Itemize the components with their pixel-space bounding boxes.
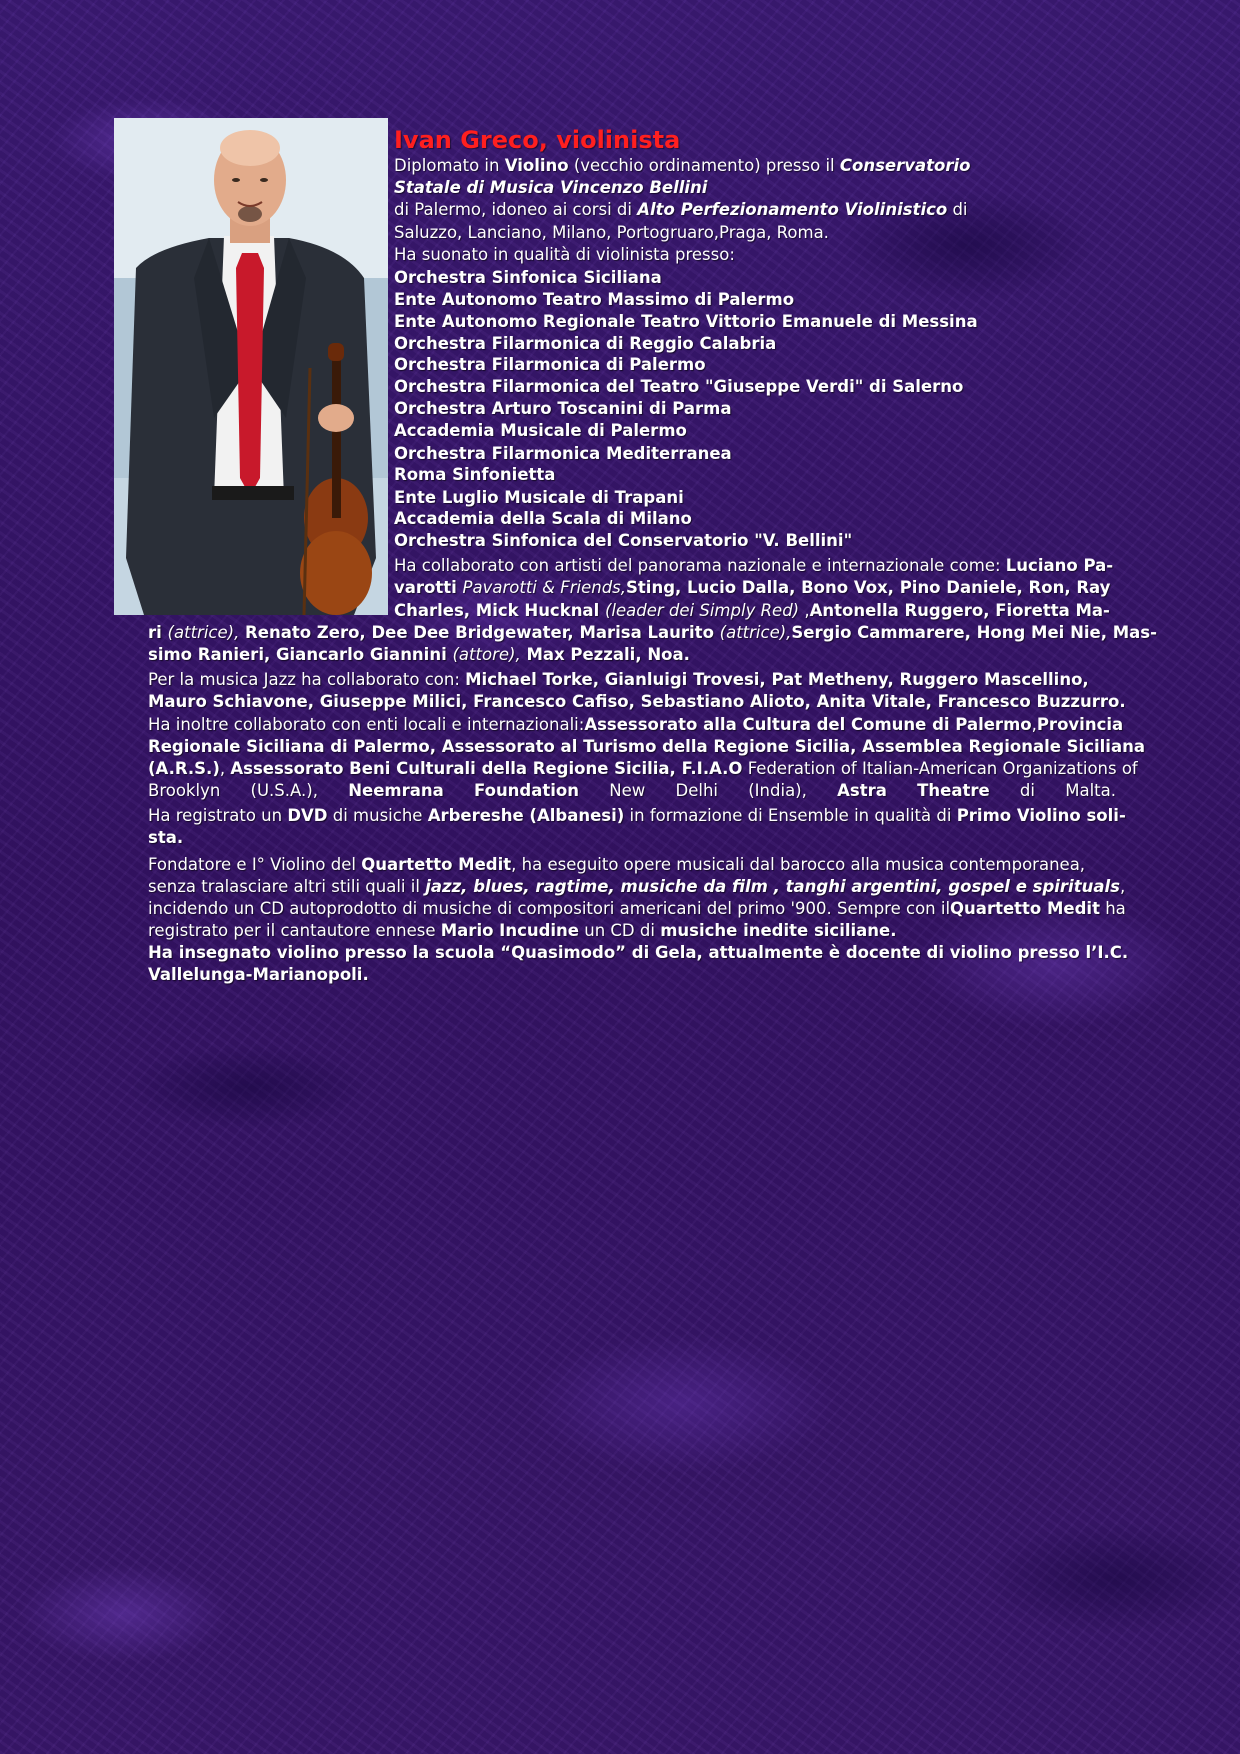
jazz-line-2: Mauro Schiavone, Giuseppe Milici, Francesco Cafiso, Sebastiano Alioto, Anita Vitale, Francesco Buzzurro. [148, 692, 1126, 711]
quartet-line-5: Ha insegnato violino presso la scuola “Quasimodo” di Gela, attualmente è docente di violino presso l’I.C. [148, 943, 1129, 962]
collab-line-4: ri (attrice), Renato Zero, Dee Dee Bridgewater, Marisa Laurito (attrice),Sergio Cammarere, Hong Mei Nie, Mas- [148, 623, 1157, 642]
quartet-line-4: registrato per il cantautore ennese Mario Incudine un CD di musiche inedite siciliane. [148, 921, 897, 940]
dvd-line-1: Ha registrato un DVD di musiche Arbereshe (Albanesi) in formazione di Ensemble in qualità di Primo Violino soli- [148, 806, 1126, 825]
orchestra-item: Orchestra Filarmonica Mediterranea [394, 444, 732, 463]
quartet-line-3: incidendo un CD autoprodotto di musiche di compositori americani del primo '900. Sempre con ilQuartetto Medit ha [148, 899, 1126, 918]
intro-line-5: Ha suonato in qualità di violinista presso: [394, 245, 735, 264]
orchestra-item: Orchestra Arturo Toscanini di Parma [394, 399, 732, 418]
jazz-line-1: Per la musica Jazz ha collaborato con: Michael Torke, Gianluigi Trovesi, Pat Metheny, Ruggero Mascellino, [148, 670, 1089, 689]
intro-line-3: di Palermo, idoneo ai corsi di Alto Perfezionamento Violinistico di [394, 200, 968, 219]
collab-line-1: Ha collaborato con artisti del panorama nazionale e internazionale come: Luciano Pa- [394, 556, 1114, 575]
orchestra-item: Ente Autonomo Teatro Massimo di Palermo [394, 290, 795, 309]
dvd-line-2: sta. [148, 828, 184, 847]
quartet-line-2: senza tralasciare altri stili quali il jazz, blues, ragtime, musiche da film , tanghi argentini, gospel e spirituals, [148, 877, 1126, 896]
orchestra-item: Orchestra Filarmonica di Palermo [394, 355, 706, 374]
orchestra-item: Orchestra Filarmonica del Teatro "Giuseppe Verdi" di Salerno [394, 377, 964, 396]
page-title: Ivan Greco, violinista [394, 126, 681, 154]
collab-line-2: varotti Pavarotti & Friends,Sting, Lucio Dalla, Bono Vox, Pino Daniele, Ron, Ray [394, 578, 1111, 597]
orchestra-item: Accademia Musicale di Palermo [394, 421, 687, 440]
quartet-line-1: Fondatore e I° Violino del Quartetto Medit, ha eseguito opere musicali dal barocco alla musica contemporanea, [148, 855, 1086, 874]
collab-line-3: Charles, Mick Hucknal (leader dei Simply Red) ,Antonella Ruggero, Fioretta Ma- [394, 601, 1110, 620]
intro-line-1: Diplomato in Violino (vecchio ordinamento) presso il Conservatorio [394, 156, 971, 175]
intro-line-2: Statale di Musica Vincenzo Bellini [394, 178, 708, 197]
enti-line-2: Regionale Siciliana di Palermo, Assessorato al Turismo della Regione Sicilia, Assemblea Regionale Siciliana [148, 737, 1145, 756]
orchestra-item: Ente Autonomo Regionale Teatro Vittorio Emanuele di Messina [394, 312, 978, 331]
orchestra-item: Orchestra Filarmonica di Reggio Calabria [394, 334, 777, 353]
orchestra-item: Accademia della Scala di Milano [394, 509, 692, 528]
enti-line-4: Brooklyn (U.S.A.), Neemrana Foundation New Delhi (India), Astra Theatre di Malta. [148, 781, 1116, 800]
enti-line-1: Ha inoltre collaborato con enti locali e internazionali:Assessorato alla Cultura del Comune di Palermo,Provincia [148, 715, 1124, 734]
orchestra-item: Roma Sinfonietta [394, 465, 556, 484]
quartet-line-6: Vallelunga-Marianopoli. [148, 965, 369, 984]
enti-line-3: (A.R.S.), Assessorato Beni Culturali della Regione Sicilia, F.I.A.O Federation of Italian-American Organizations of [148, 759, 1138, 778]
intro-line-4: Saluzzo, Lanciano, Milano, Portogruaro,Praga, Roma. [394, 223, 829, 242]
orchestra-item: Orchestra Sinfonica del Conservatorio "V. Bellini" [394, 531, 853, 550]
collab-line-5: simo Ranieri, Giancarlo Giannini (attore), Max Pezzali, Noa. [148, 645, 690, 664]
orchestra-item: Orchestra Sinfonica Siciliana [394, 268, 662, 287]
orchestra-item: Ente Luglio Musicale di Trapani [394, 488, 684, 507]
